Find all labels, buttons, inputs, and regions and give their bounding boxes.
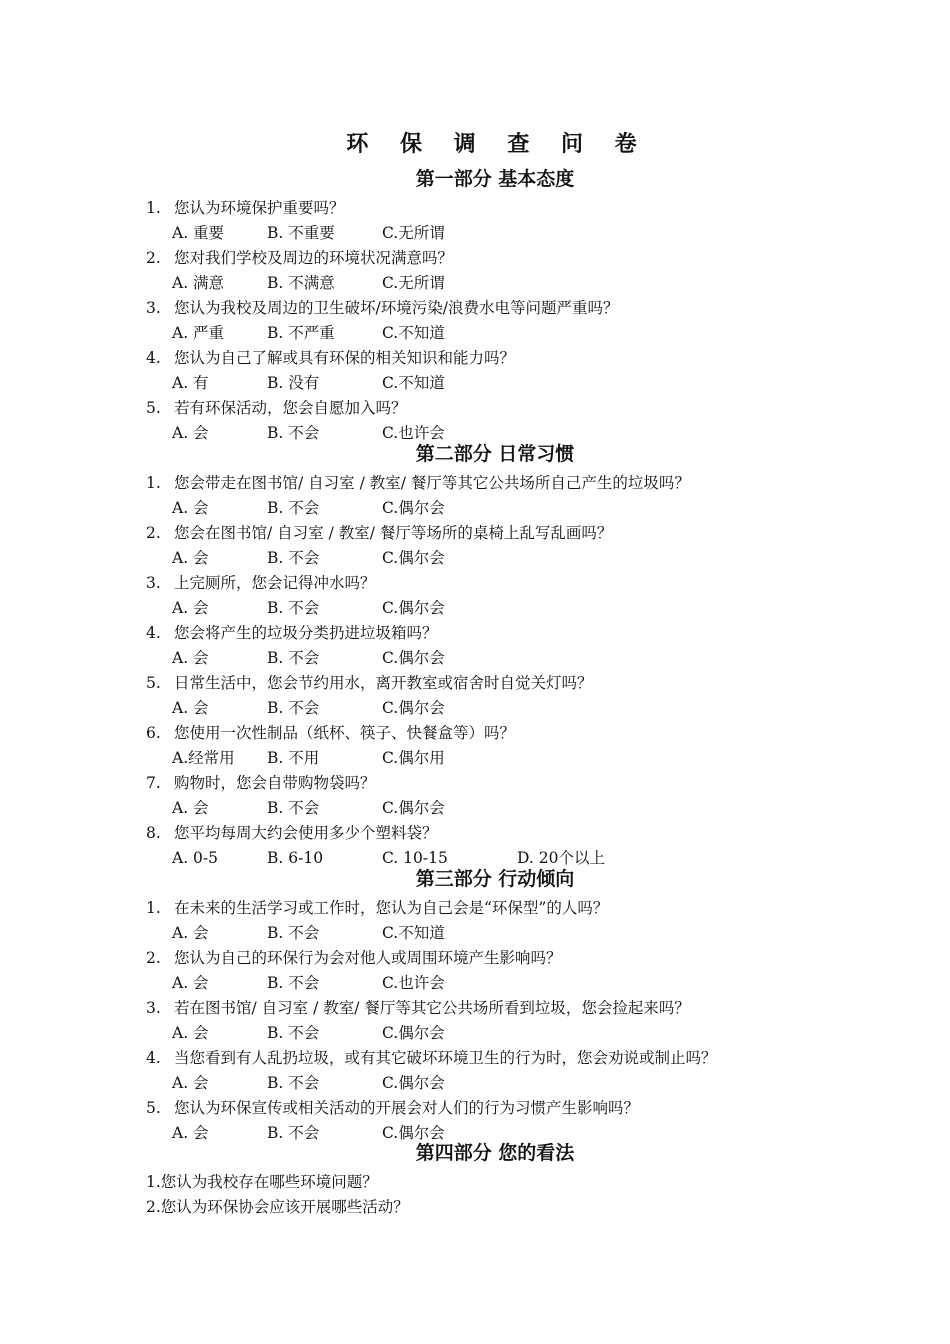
question-text: 您会将产生的垃圾分类扔进垃圾箱吗？ <box>174 624 438 642</box>
answer-option[interactable]: C.偶尔会 <box>382 499 445 517</box>
answer-option[interactable]: B. 没有 <box>267 374 320 392</box>
question <box>146 997 690 1019</box>
answer-option[interactable]: A. 会 <box>172 499 209 517</box>
question <box>146 247 453 269</box>
options-row <box>172 322 872 344</box>
question-number: 5. <box>146 399 161 417</box>
options-row <box>172 972 872 994</box>
question-number: 5. <box>146 674 161 692</box>
answer-option[interactable]: A. 会 <box>172 549 209 567</box>
options-row <box>172 1072 872 1094</box>
answer-option[interactable]: B. 不会 <box>267 1124 320 1142</box>
question <box>146 297 618 319</box>
options-row <box>172 747 872 769</box>
question-number: 1. <box>146 199 161 217</box>
answer-option[interactable]: A.经常用 <box>172 749 235 767</box>
question <box>146 472 690 494</box>
answer-option[interactable]: C.偶尔会 <box>382 799 445 817</box>
question-text: 若有环保活动，您会自愿加入吗？ <box>174 399 407 417</box>
answer-option[interactable]: A. 会 <box>172 649 209 667</box>
answer-option[interactable]: B. 不会 <box>267 924 320 942</box>
question <box>146 522 612 544</box>
question-text: 若在图书馆/ 自习室 / 教室/ 餐厅等其它公共场所看到垃圾，您会捡起来吗？ <box>174 999 690 1017</box>
question-number: 2. <box>146 524 161 542</box>
answer-option[interactable]: A. 会 <box>172 974 209 992</box>
question-text: 您认为自己了解或具有环保的相关知识和能力吗？ <box>174 349 516 367</box>
options-row <box>172 797 872 819</box>
answer-option[interactable]: D. 20个以上 <box>517 849 605 867</box>
answer-option[interactable]: C.不知道 <box>382 924 445 942</box>
answer-option[interactable]: B. 不会 <box>267 799 320 817</box>
question-text: 您会带走在图书馆/ 自习室 / 教室/ 餐厅等其它公共场所自己产生的垃圾吗？ <box>174 474 690 492</box>
page-title: 环 保 调 查 问 卷 <box>346 131 649 157</box>
answer-option[interactable]: B. 不会 <box>267 974 320 992</box>
question <box>146 722 515 744</box>
question <box>146 397 407 419</box>
question-text: 您认为我校及周边的卫生破坏/环境污染/浪费水电等问题严重吗？ <box>174 299 619 317</box>
question <box>146 772 376 794</box>
question-number: 4. <box>146 349 161 367</box>
question-text: 上完厕所，您会记得冲水吗？ <box>174 574 376 592</box>
section-heading: 第二部分 日常习惯 <box>415 443 575 465</box>
options-row <box>172 922 872 944</box>
question <box>146 572 376 594</box>
question-text: 您认为环保宣传或相关活动的开展会对人们的行为习惯产生影响吗？ <box>174 1099 640 1117</box>
answer-option[interactable]: A. 会 <box>172 599 209 617</box>
answer-option[interactable]: A. 会 <box>172 699 209 717</box>
options-row <box>172 647 872 669</box>
answer-option[interactable]: A. 严重 <box>172 324 225 342</box>
answer-option[interactable]: A. 有 <box>172 374 209 392</box>
answer-option[interactable]: A. 0-5 <box>172 849 219 867</box>
answer-option[interactable]: C.偶尔会 <box>382 699 445 717</box>
answer-option[interactable]: A. 满意 <box>172 274 225 292</box>
question-number: 3. <box>146 574 161 592</box>
question <box>146 947 562 969</box>
answer-option[interactable]: C.偶尔会 <box>382 1024 445 1042</box>
answer-option[interactable]: A. 会 <box>172 924 209 942</box>
question-number: 2. <box>146 249 161 267</box>
answer-option[interactable]: C.偶尔会 <box>382 1124 445 1142</box>
question-text: 购物时，您会自带购物袋吗？ <box>174 774 376 792</box>
answer-option[interactable]: B. 不会 <box>267 1074 320 1092</box>
answer-option[interactable]: B. 不满意 <box>267 274 335 292</box>
answer-option[interactable]: B. 6-10 <box>267 849 324 867</box>
answer-option[interactable]: B. 不会 <box>267 424 320 442</box>
question-number: 1. <box>146 474 161 492</box>
answer-option[interactable]: B. 不会 <box>267 599 320 617</box>
answer-option[interactable]: C.不知道 <box>382 374 445 392</box>
answer-option[interactable]: A. 会 <box>172 799 209 817</box>
answer-option[interactable]: B. 不重要 <box>267 224 335 242</box>
question-text: 您使用一次性制品（纸杯、筷子、快餐盒等）吗？ <box>174 724 516 742</box>
answer-option[interactable]: B. 不会 <box>267 649 320 667</box>
question <box>146 672 593 694</box>
answer-option[interactable]: B. 不会 <box>267 699 320 717</box>
answer-option[interactable]: C.偶尔会 <box>382 549 445 567</box>
answer-option[interactable]: C.不知道 <box>382 324 445 342</box>
question-number: 6. <box>146 724 161 742</box>
question-number: 4. <box>146 624 161 642</box>
question-number: 3. <box>146 299 161 317</box>
answer-option[interactable]: B. 不严重 <box>267 324 335 342</box>
open-question: 1.您认为我校存在哪些环境问题？ <box>146 1173 378 1191</box>
answer-option[interactable]: C.也许会 <box>382 974 445 992</box>
question-text: 您认为自己的环保行为会对他人或周围环境产生影响吗？ <box>174 949 562 967</box>
section-heading: 第四部分 您的看法 <box>415 1142 575 1164</box>
question-number: 5. <box>146 1099 161 1117</box>
options-row <box>172 597 872 619</box>
question <box>146 622 438 644</box>
answer-option[interactable]: C.无所谓 <box>382 224 445 242</box>
answer-option[interactable]: C.偶尔会 <box>382 649 445 667</box>
question-text: 您平均每周大约会使用多少个塑料袋？ <box>174 824 438 842</box>
question <box>146 1097 639 1119</box>
options-row <box>172 222 872 244</box>
question-number: 3. <box>146 999 161 1017</box>
answer-option[interactable]: B. 不用 <box>267 749 320 767</box>
question <box>146 897 608 919</box>
options-row <box>172 697 872 719</box>
question-text: 日常生活中，您会节约用水，离开教室或宿舍时自觉关灯吗？ <box>174 674 593 692</box>
options-row <box>172 372 872 394</box>
question-text: 您对我们学校及周边的环境状况满意吗？ <box>174 249 454 267</box>
question <box>146 1047 717 1069</box>
answer-option[interactable]: A. 会 <box>172 1074 209 1092</box>
question-number: 1. <box>146 899 161 917</box>
answer-option[interactable]: C.偶尔用 <box>382 749 445 767</box>
options-row <box>172 547 872 569</box>
answer-option[interactable]: B. 不会 <box>267 549 320 567</box>
section-heading: 第三部分 行动倾向 <box>415 868 575 890</box>
section-heading: 第一部分 基本态度 <box>415 168 575 190</box>
answer-option[interactable]: A. 重要 <box>172 224 225 242</box>
answer-option[interactable]: C.偶尔会 <box>382 599 445 617</box>
options-row <box>172 272 872 294</box>
answer-option[interactable]: C.无所谓 <box>382 274 445 292</box>
question <box>146 347 515 369</box>
answer-option[interactable]: A. 会 <box>172 1124 209 1142</box>
answer-option[interactable]: C. 10-15 <box>382 849 448 867</box>
question <box>146 822 438 844</box>
answer-option[interactable]: B. 不会 <box>267 1024 320 1042</box>
question-number: 4. <box>146 1049 161 1067</box>
answer-option[interactable]: B. 不会 <box>267 499 320 517</box>
answer-option[interactable]: A. 会 <box>172 1024 209 1042</box>
question-text: 当您看到有人乱扔垃圾，或有其它破坏环境卫生的行为时，您会劝说或制止吗？ <box>174 1049 717 1067</box>
question-number: 8. <box>146 824 161 842</box>
open-question: 2.您认为环保协会应该开展哪些活动？ <box>146 1198 409 1216</box>
question-number: 2. <box>146 949 161 967</box>
question-text: 您认为环境保护重要吗？ <box>174 199 345 217</box>
answer-option[interactable]: C.也许会 <box>382 424 445 442</box>
answer-option[interactable]: A. 会 <box>172 424 209 442</box>
options-row <box>172 1022 872 1044</box>
answer-option[interactable]: C.偶尔会 <box>382 1074 445 1092</box>
question <box>146 197 345 219</box>
question-text: 您会在图书馆/ 自习室 / 教室/ 餐厅等场所的桌椅上乱写乱画吗？ <box>174 524 613 542</box>
question-number: 7. <box>146 774 161 792</box>
question-text: 在未来的生活学习或工作时，您认为自己会是“环保型”的人吗？ <box>174 899 609 917</box>
options-row <box>172 497 872 519</box>
